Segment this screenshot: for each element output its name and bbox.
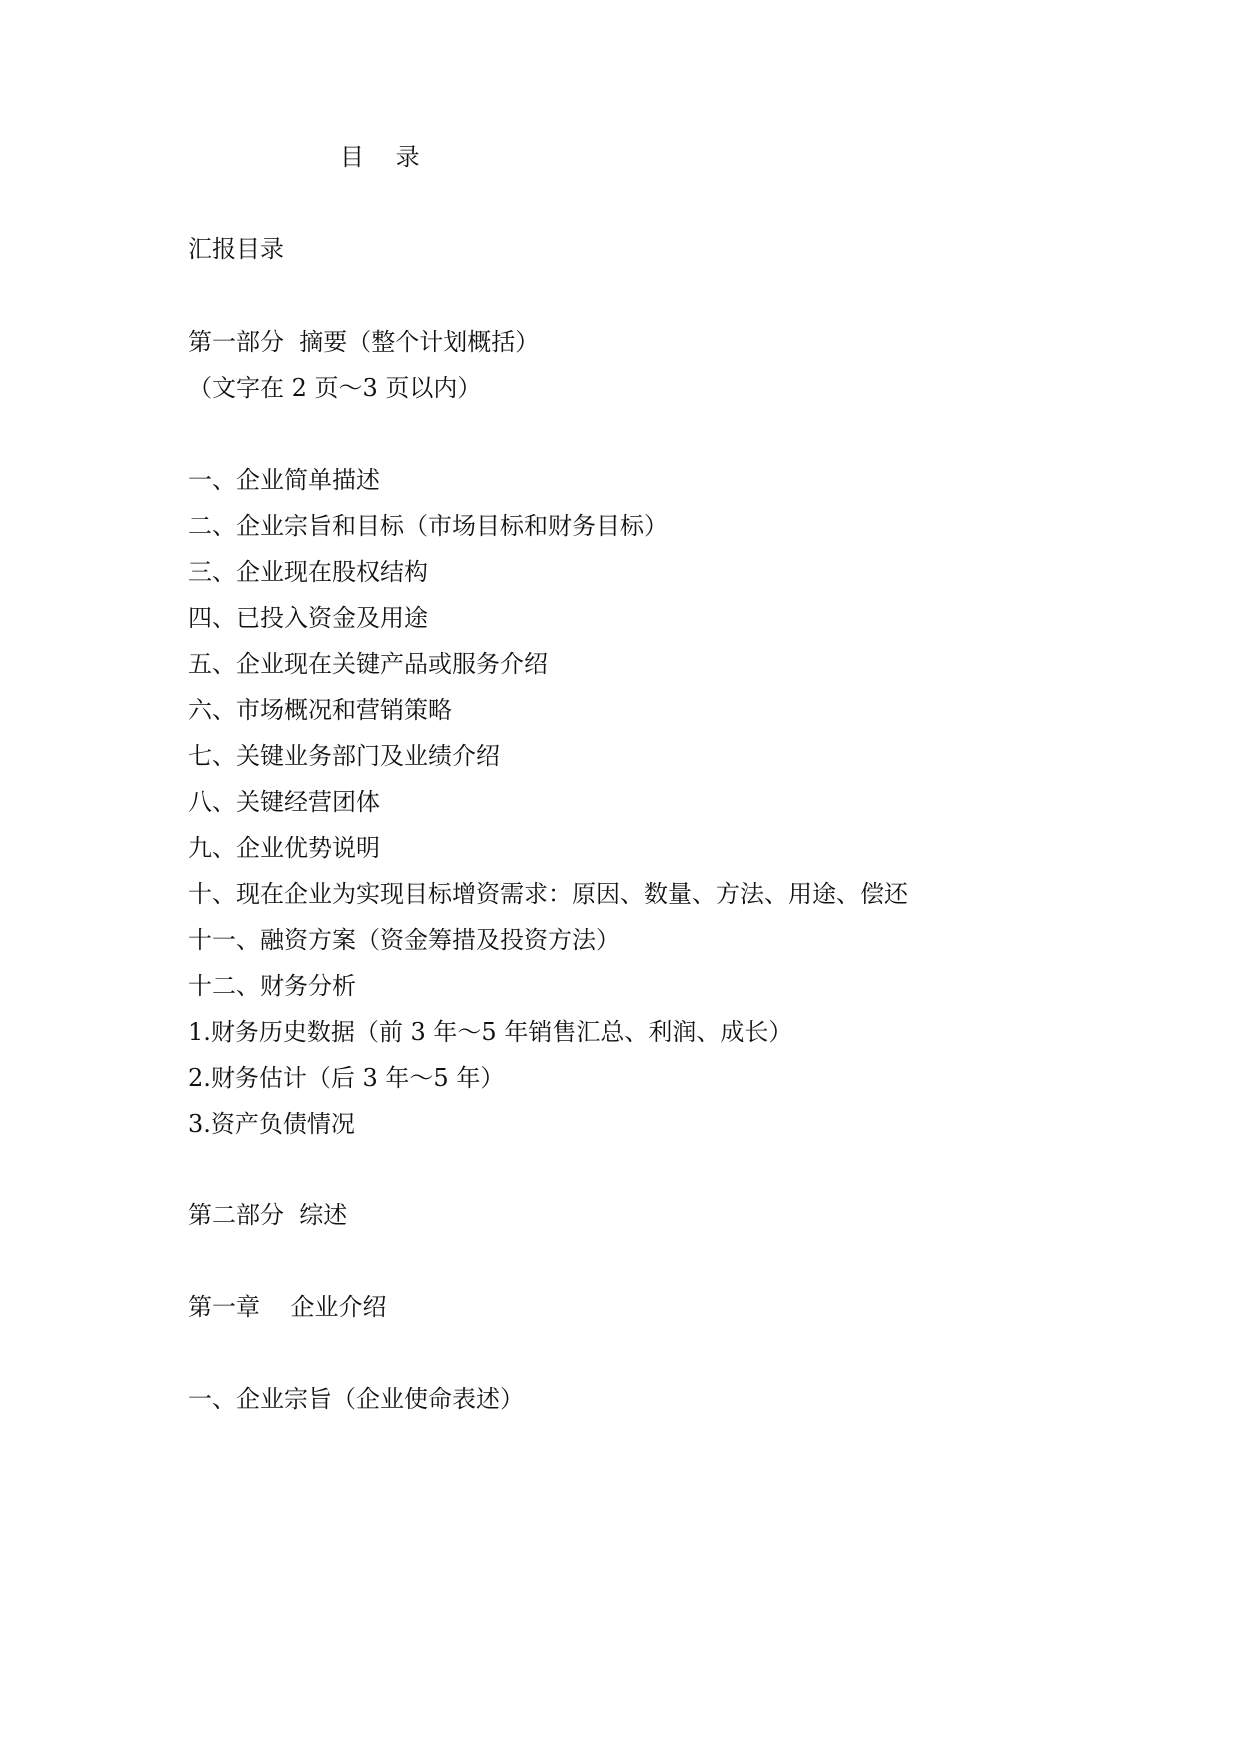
chapter1-heading: 第一章 企业介绍 bbox=[188, 1293, 387, 1321]
toc-item: 十二、财务分析 bbox=[188, 972, 356, 1000]
toc-sub-item: 1.财务历史数据（前 3 年～5 年销售汇总、利润、成长） bbox=[188, 1018, 793, 1046]
toc-item: 八、关键经营团体 bbox=[188, 788, 380, 816]
part2-heading: 第二部分 综述 bbox=[188, 1201, 348, 1229]
toc-item: 十一、融资方案（资金筹措及投资方法） bbox=[188, 926, 620, 954]
toc-item: 二、企业宗旨和目标（市场目标和财务目标） bbox=[188, 512, 668, 540]
toc-item: 五、企业现在关键产品或服务介绍 bbox=[188, 650, 548, 678]
toc-sub-item: 3.资产负债情况 bbox=[188, 1110, 355, 1138]
report-heading: 汇报目录 bbox=[188, 235, 284, 263]
part1-note: （文字在 2 页～3 页以内） bbox=[188, 374, 482, 402]
page-title: 目 录 bbox=[340, 143, 432, 171]
toc-item: 十、现在企业为实现目标增资需求：原因、数量、方法、用途、偿还 bbox=[188, 880, 908, 908]
chapter1-first-item: 一、企业宗旨（企业使命表述） bbox=[188, 1385, 524, 1413]
part1-heading: 第一部分 摘要（整个计划概括） bbox=[188, 328, 540, 356]
toc-item: 四、已投入资金及用途 bbox=[188, 604, 428, 632]
toc-item: 七、关键业务部门及业绩介绍 bbox=[188, 742, 500, 770]
toc-item: 一、企业简单描述 bbox=[188, 466, 380, 494]
toc-item: 三、企业现在股权结构 bbox=[188, 558, 428, 586]
toc-sub-item: 2.财务估计（后 3 年～5 年） bbox=[188, 1064, 505, 1092]
toc-item: 九、企业优势说明 bbox=[188, 834, 380, 862]
toc-item: 六、市场概况和营销策略 bbox=[188, 696, 452, 724]
